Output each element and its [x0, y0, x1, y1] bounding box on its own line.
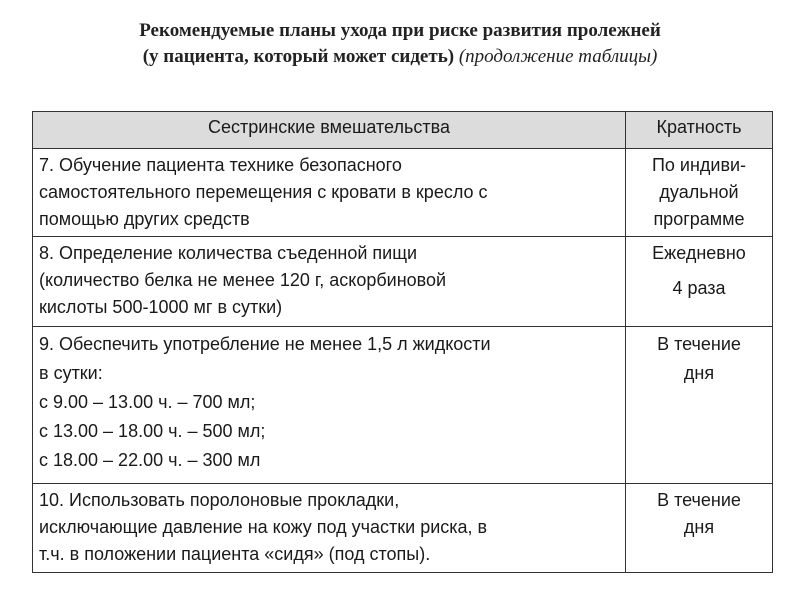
title-continuation-note: (продолжение таблицы)	[458, 46, 658, 67]
intervention-line: самостоятельного перемещения с кровати в кресло с	[39, 182, 488, 202]
frequency-line: дня	[683, 517, 715, 537]
care-plan-table	[32, 111, 773, 573]
intervention-line: в сутки:	[39, 363, 103, 383]
header-interventions: Сестринские вмешательства	[33, 112, 626, 149]
frequency-line: дуальной	[659, 182, 739, 202]
intervention-line: 10. Использовать поролоновые прокладки,	[39, 490, 400, 510]
intervention-line: исключающие давление на кожу под участки риска, в	[39, 517, 488, 537]
frequency-cell	[626, 237, 773, 327]
intervention-cell	[33, 484, 626, 573]
intervention-line: кислоты 500-1000 мг в сутки)	[39, 297, 283, 317]
frequency-line: 4 раза	[672, 278, 726, 298]
frequency-line: Ежедневно	[652, 243, 746, 263]
frequency-cell	[626, 484, 773, 573]
frequency-line: дня	[683, 363, 715, 383]
intervention-line: с 13.00 – 18.00 ч. – 500 мл;	[39, 421, 266, 441]
frequency-line: В течение	[657, 490, 741, 510]
intervention-cell	[33, 237, 626, 327]
intervention-line: 7. Обучение пациента технике безопасного	[39, 155, 402, 175]
intervention-line: с 18.00 – 22.00 ч. – 300 мл	[39, 450, 261, 470]
intervention-cell	[33, 149, 626, 237]
table-row	[33, 149, 773, 237]
page-title	[0, 18, 800, 70]
table-row	[33, 327, 773, 484]
title-subtitle: (у пациента, который может сидеть)	[142, 46, 455, 67]
table-row	[33, 237, 773, 327]
intervention-line: помощью других средств	[39, 209, 250, 229]
title-line-1: Рекомендуемые планы ухода при риске развития пролежней	[139, 20, 661, 41]
intervention-line: с 9.00 – 13.00 ч. – 700 мл;	[39, 392, 256, 412]
frequency-line: программе	[653, 209, 745, 229]
frequency-line: В течение	[657, 334, 741, 354]
table-header-row	[33, 112, 773, 149]
intervention-line: (количество белка не менее 120 г, аскорбиновой	[39, 270, 447, 290]
intervention-line: 9. Обеспечить употребление не менее 1,5 л жидкости	[39, 334, 491, 354]
intervention-cell	[33, 327, 626, 484]
title-line-2	[0, 44, 800, 70]
header-frequency: Кратность	[626, 112, 773, 149]
frequency-line: По индиви-	[651, 155, 747, 175]
frequency-spacer	[630, 267, 768, 275]
intervention-line: т.ч. в положении пациента «сидя» (под стопы).	[39, 544, 431, 564]
table-row	[33, 484, 773, 573]
frequency-cell	[626, 149, 773, 237]
intervention-line: 8. Определение количества съеденной пищи	[39, 243, 418, 263]
frequency-cell	[626, 327, 773, 484]
